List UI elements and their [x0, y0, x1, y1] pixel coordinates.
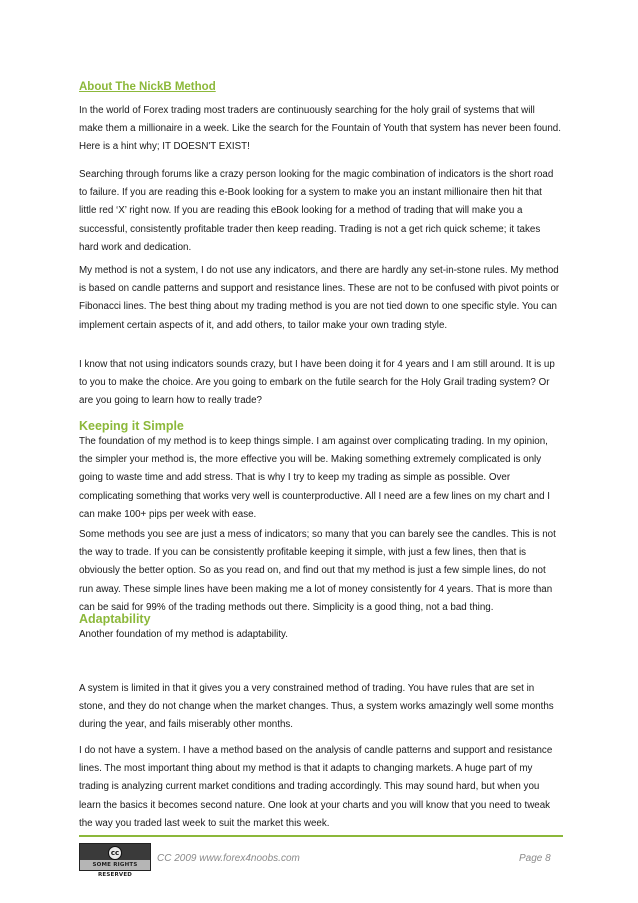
paragraph-mess-of-indicators: Some methods you see are just a mess of indicators; so many that you can barely see the candles. This is not the way to trade. If you can be consistently profitable keeping it simple, with just a few lines, then that is obviously the better option. So as you read on, and find out that my method is just a few simple lines, do not run away. These simple lines have been making me a lot of money consistently for 4 years. That is more than can be said for 99% of the trading methods out there. Simplicity is a good thing, not a bad thing. — [79, 529, 556, 613]
license-badge-text: SOME RIGHTS RESERVED — [80, 860, 150, 870]
footer-divider — [79, 835, 563, 837]
cc-icon: cc — [108, 846, 122, 860]
paragraph-choice: I know that not using indicators sounds crazy, but I have been doing it for 4 years and I am still around. It is up to you to make the choice. Are you going to embark on the futile search for the Holy Grail trading system? Or are you going to learn how to really trade? — [79, 359, 555, 407]
footer-copyright: CC 2009 www.forex4noobs.com — [157, 853, 300, 864]
paragraph-no-system: I do not have a system. I have a method based on the analysis of candle patterns and support and resistance lines. The most important thing about my method is that it adapts to changing markets. A huge part of my trading is analyzing current market conditions and trading accordingly. This may sound hard, but when you learn the basics it becomes second nature. One look at your charts and you will know that you need to tweak the way you traded last week to suit the market this week. — [79, 745, 553, 829]
heading-keeping-it-simple: Keeping it Simple — [79, 419, 184, 433]
heading-adaptability: Adaptability — [79, 612, 151, 626]
footer-page-number: Page 8 — [519, 853, 551, 864]
heading-about-nickb-method: About The NickB Method — [79, 81, 216, 93]
paragraph-foundation-adaptability: Another foundation of my method is adaptability. — [79, 629, 288, 640]
paragraph-foundation-simple: The foundation of my method is to keep things simple. I am against over complicating trading. In my opinion, the simpler your method is, the more effective you will be. Making something extremely complicated is only going to waste time and add stress. That is why I try to keep my trading as simple as possible. Over complicating something that works very well is counterproductive. All I need are a few lines on my chart and I can make 100+ pips per week with ease. — [79, 436, 551, 520]
creative-commons-logo — [79, 843, 151, 878]
paragraph-system-limited: A system is limited in that it gives you a very constrained method of trading. You have rules that are set in stone, and they do not change when the market changes. Thus, a system works amazingly well some months during the year, and fails miserably other months. — [79, 683, 554, 731]
paragraph-forums: Searching through forums like a crazy person looking for the magic combination of indicators is the short road to failure. If you are reading this e-Book looking for a system to make you an instant millionaire then hit that little red ‘X’ right now. If you are reading this eBook looking for a method of trading that will make you a successful, consistently profitable trader then keep reading. Trading is not a get rich quick scheme; it takes hard work and dedication. — [79, 169, 554, 253]
paragraph-not-a-system: My method is not a system, I do not use any indicators, and there are hardly any set-in-stone rules. My method is based on candle patterns and support and resistance lines. These are not to be confused with pivot points or Fibonacci lines. The best thing about my trading method is you are not tied down to one specific style. You can implement certain aspects of it, and add others, to tailor make your own trading style. — [79, 265, 560, 331]
paragraph-intro: In the world of Forex trading most traders are continuously searching for the holy grail of systems that will make them a millionaire in a week. Like the search for the Fountain of Youth that system has never been found. Here is a hint why; IT DOESN'T EXIST! — [79, 105, 561, 153]
